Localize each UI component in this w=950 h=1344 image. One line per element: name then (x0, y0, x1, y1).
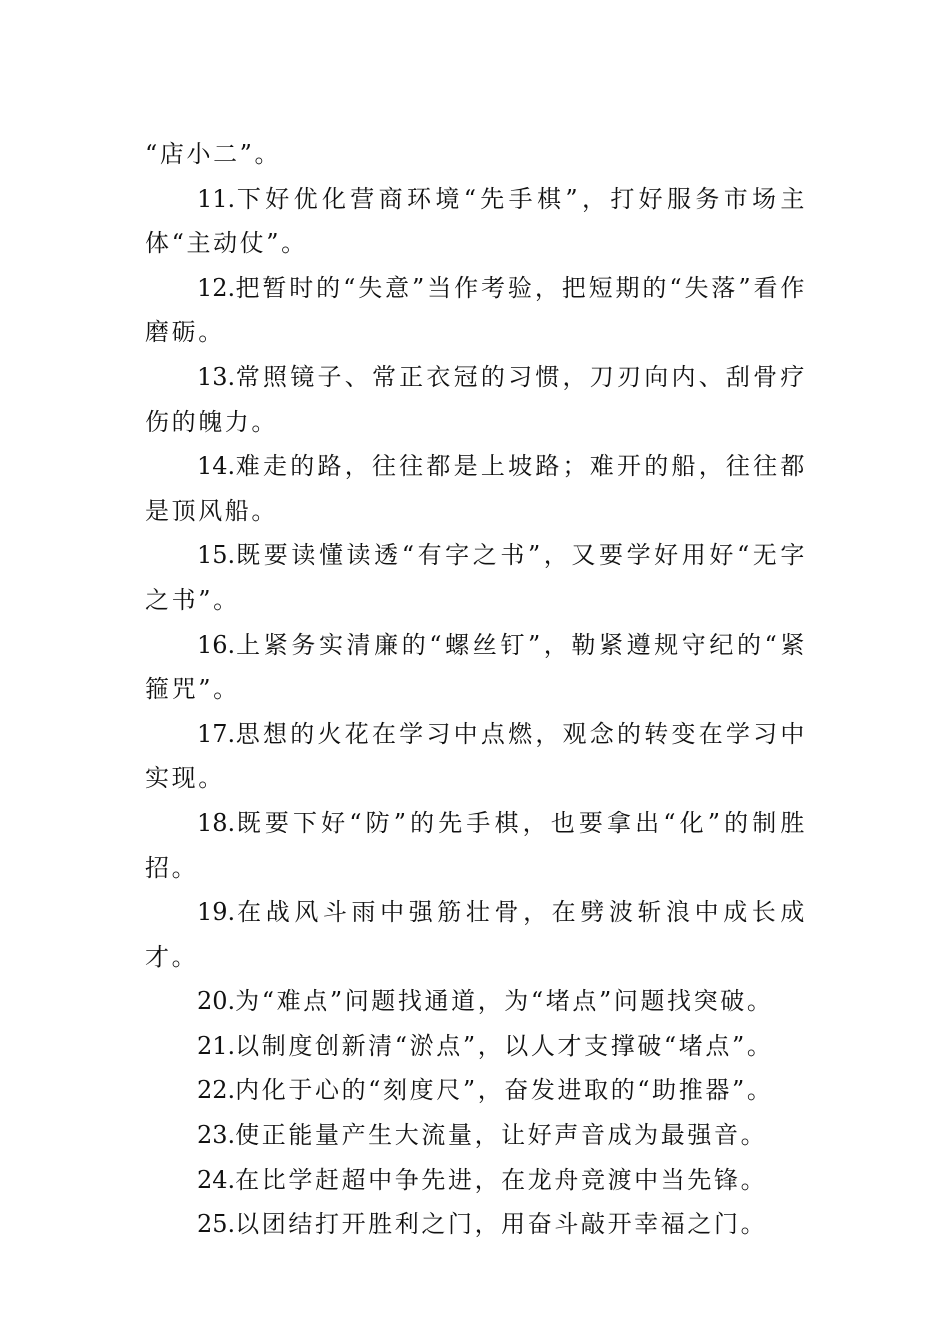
list-item-20 (145, 979, 807, 1024)
item-number: 18. (197, 808, 236, 837)
item-text: 把暂时的“失意”当作考验，把短期的“失落”看作磨砺。 (145, 273, 807, 347)
item-number: 20. (197, 987, 236, 1016)
item-text: 常照镜子、常正衣冠的习惯，刀刃向内、刮骨疗伤的魄力。 (145, 362, 807, 436)
item-text: 内化于心的“刻度尺”，奋发进取的“助推器”。 (235, 1076, 774, 1105)
item-number: 19. (197, 898, 236, 927)
item-text: 下好优化营商环境“先手棋”，打好服务市场主体“主动仗”。 (145, 184, 807, 258)
item-number: 11. (197, 184, 236, 213)
item-number: 12. (197, 273, 236, 302)
item-text: 上紧务实清廉的“螺丝钉”，勒紧遵规守纪的“紧箍咒”。 (145, 630, 807, 704)
item-text: 思想的火花在学习中点燃，观念的转变在学习中实现。 (145, 719, 807, 793)
list-item-17 (145, 712, 807, 801)
list-item-13 (145, 355, 807, 444)
list-item-16 (145, 623, 807, 712)
item-text: 在比学赶超中争先进，在龙舟竞渡中当先锋。 (235, 1165, 768, 1194)
item-number: 15. (197, 541, 236, 570)
item-text: 在战风斗雨中强筋壮骨，在劈波斩浪中成长成才。 (145, 898, 807, 971)
list-item-25 (145, 1202, 807, 1247)
item-number: 14. (197, 452, 236, 481)
list-item-22 (145, 1068, 807, 1113)
list-item-18 (145, 801, 807, 890)
list-item-14 (145, 444, 807, 533)
continuation-paragraph: “店小二”。 (145, 140, 282, 168)
item-number: 25. (197, 1210, 236, 1239)
list-item-21 (145, 1024, 807, 1069)
item-number: 16. (197, 630, 236, 659)
item-number: 21. (197, 1031, 236, 1060)
list-item-19 (145, 890, 807, 979)
item-text: 以制度创新清“淤点”，以人才支撑破“堵点”。 (235, 1031, 774, 1060)
item-text: 既要读懂读透“有字之书”，又要学好用好“无字之书”。 (145, 541, 807, 614)
item-text: 难走的路，往往都是上坡路；难开的船，往往都是顶风船。 (145, 452, 807, 525)
item-text: 使正能量产生大流量，让好声音成为最强音。 (235, 1121, 768, 1150)
item-number: 23. (197, 1121, 236, 1150)
list-item-12 (145, 266, 807, 355)
item-number: 17. (197, 719, 236, 748)
item-text: 既要下好“防”的先手棋，也要拿出“化”的制胜招。 (145, 808, 807, 882)
item-text: 以团结打开胜利之门，用奋斗敲开幸福之门。 (235, 1210, 768, 1239)
item-number: 13. (197, 362, 236, 391)
item-number: 24. (197, 1165, 236, 1194)
item-text: 为“难点”问题找通道，为“堵点”问题找突破。 (235, 987, 774, 1016)
document-body (145, 132, 807, 1247)
list-item-15 (145, 533, 807, 622)
list-item-23 (145, 1113, 807, 1158)
list-item-24 (145, 1158, 807, 1203)
item-number: 22. (197, 1076, 236, 1105)
list-item-11 (145, 177, 807, 266)
